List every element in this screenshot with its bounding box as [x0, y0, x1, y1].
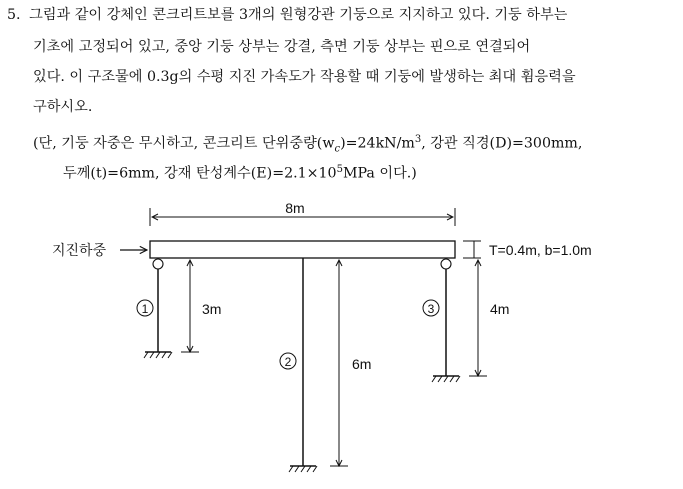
condition-line-1: (단, 기둥 자중은 무시하고, 콘크리트 단위중량$(w_c)=24kN/m^3$, 강관 직경(D)=300mm, — [33, 134, 583, 155]
column-3-hatch — [432, 376, 460, 382]
column-1-height: 3m — [202, 301, 222, 317]
column-1-pin — [153, 259, 163, 269]
column-1-hatch — [144, 352, 172, 358]
problem-text-1: 그림과 같이 강체인 콘크리트보를 3개의 원형강관 기둥으로 지지하고 있다. 기둥 하부는 — [29, 7, 568, 23]
column-3-height: 4m — [490, 301, 510, 317]
problem-line-2: 기초에 고정되어 있고, 중앙 기둥 상부는 강결, 측면 기둥 상부는 핀으로 연결되어 — [33, 39, 531, 55]
condition-line-2: 두께(t)=6mm, 강재 탄성계수$(E)=2.1\times 10^5MPa$ 이다.) — [63, 164, 417, 182]
column-2-hatch — [289, 466, 317, 472]
beam-length-label: 8m — [285, 200, 305, 216]
problem-line-3: 있다. 이 구조물에 0.3g의 수평 지진 가속도가 작용할 때 기둥에 발생하는 최대 휨응력을 — [33, 69, 576, 85]
column-2-height: 6m — [352, 356, 372, 372]
problem-line-4: 구하시오. — [33, 99, 93, 115]
column-1-label: 1 — [141, 302, 149, 316]
beam-dims-label: T=0.4m, b=1.0m — [489, 242, 592, 258]
column-2-label: 2 — [284, 355, 292, 369]
concrete-beam — [150, 241, 455, 258]
seismic-load-label: 지진하중 — [52, 242, 107, 258]
column-3-label: 3 — [427, 302, 435, 316]
column-3-pin — [441, 259, 451, 269]
problem-number: 5. — [7, 7, 21, 23]
